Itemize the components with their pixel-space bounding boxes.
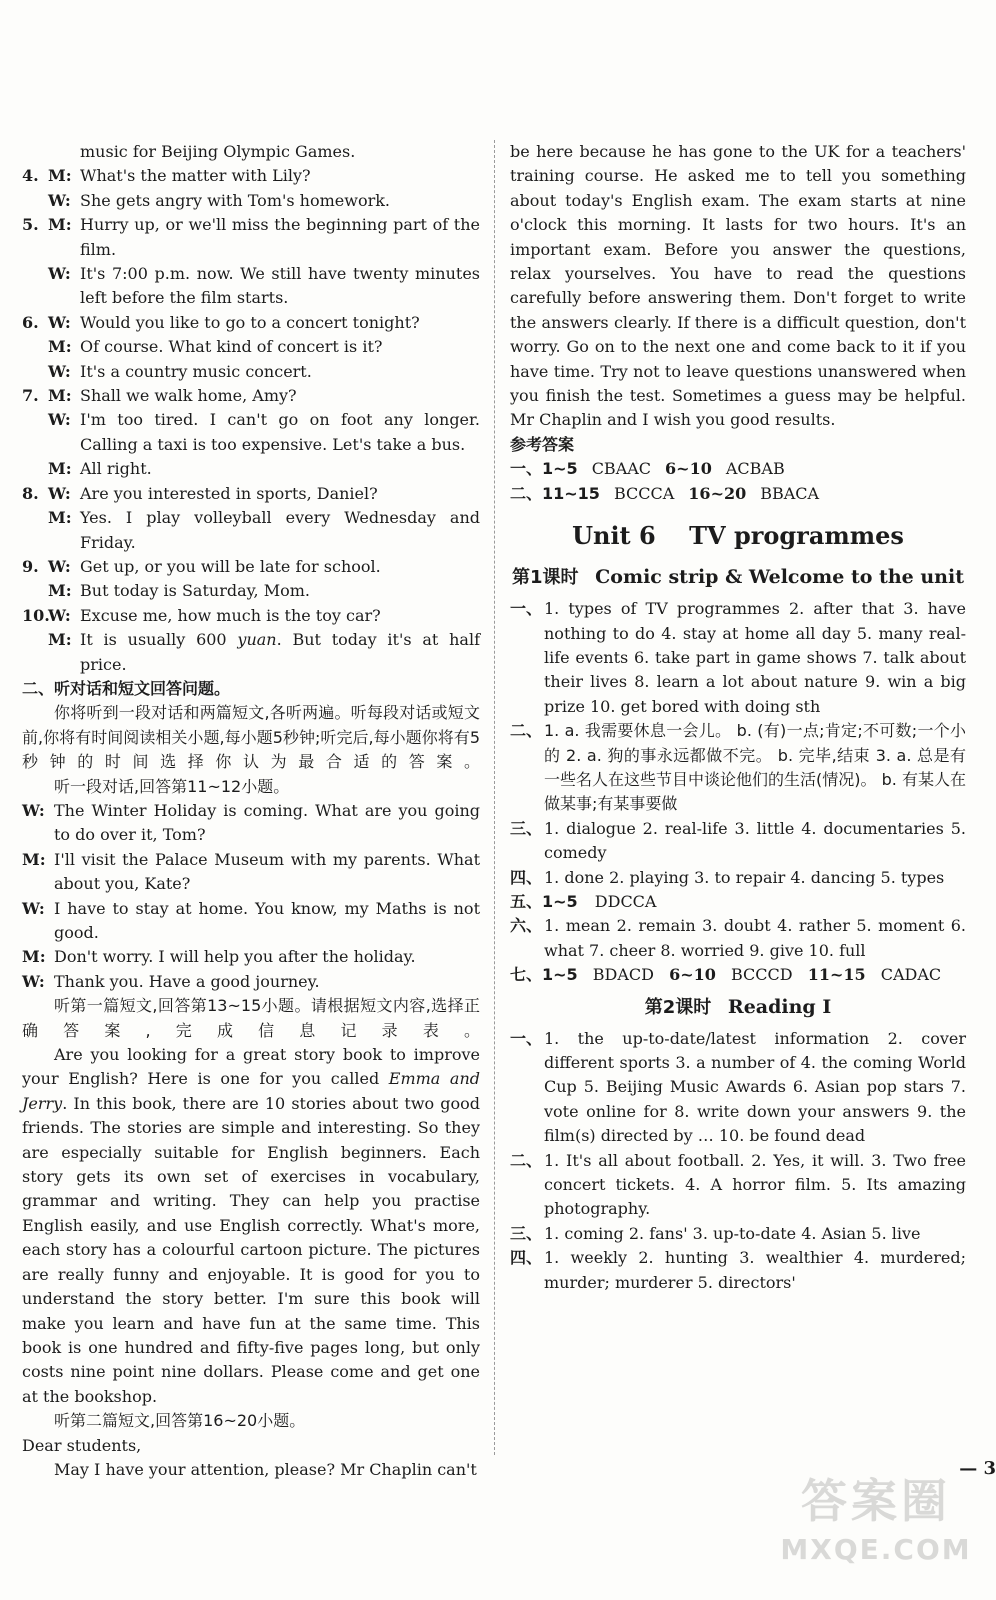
- dialogue-line: [22, 213, 480, 262]
- l2-s1-text: 1. the up-to-date/latest information 2. cover different sports 3. a number of 4. the coming World Cup 5. Beijing Music Awards 6. Asian pop stars 7. vote online for 8. write down your answers 9. the film(s) directed by … 10. be found dead: [544, 1028, 966, 1146]
- l2-s1-label: 一、: [510, 1028, 543, 1048]
- l1-s7-val2: BCCCD: [731, 965, 793, 985]
- dialogue-line: [22, 482, 480, 506]
- l1-s6-text: 1. mean 2. remain 3. doubt 4. rather 5. moment 6. what 7. cheer 8. worried 9. give 10. full: [544, 916, 966, 960]
- l1-section7: [510, 963, 966, 987]
- l2-s4-text: 1. weekly 2. hunting 3. wealthier 4. murdered; murder; murderer 5. directors': [544, 1248, 966, 1292]
- speaker-label: M:: [48, 166, 72, 186]
- dialogue-line: [22, 384, 480, 408]
- question-number: 8.: [22, 483, 39, 503]
- l1-s2-label: 二、: [510, 721, 543, 741]
- dialogue-text: I'll visit the Palace Museum with my parents. What about you, Kate?: [54, 849, 480, 894]
- answer-list: [510, 457, 966, 506]
- dialogue-line: [22, 506, 480, 555]
- question-number: 5.: [22, 215, 39, 235]
- lesson2-title: Reading Ⅰ: [727, 995, 832, 1018]
- watermark-logo: [776, 1470, 976, 1590]
- page-number: — 3: [959, 1458, 996, 1479]
- answer-label: 二、11~15: [510, 483, 600, 503]
- dialogue-text: It is usually 600: [80, 630, 238, 650]
- question-number: 6.: [22, 312, 39, 332]
- l2-s2-label: 二、: [510, 1150, 543, 1170]
- dialogue-text: Hurry up, or we'll miss the beginning part of the film.: [80, 215, 480, 259]
- answer-val: BCCCA: [613, 483, 675, 503]
- passage1-part-a: Are you looking for a great story book to improve your English? Here is one for you called: [22, 1045, 480, 1089]
- speaker-label: M:: [48, 630, 72, 650]
- answer-row: [510, 482, 966, 506]
- l2-section4: [510, 1246, 966, 1295]
- speaker-label: W:: [48, 483, 71, 503]
- right-column: [510, 140, 966, 1295]
- dialogue-text: Don't worry. I will help you after the holiday.: [54, 947, 416, 967]
- dialogue2-line: [22, 799, 480, 848]
- lesson1-number: 第1课时: [512, 567, 579, 589]
- speaker-label: W:: [48, 190, 71, 210]
- dialogue-line: [22, 579, 480, 603]
- dialogue-text: . But today it's at half price.: [80, 630, 480, 674]
- dialogue-text: I'm too tired. I can't go on foot any longer. Calling a taxi is too expensive. Let's take a bus.: [80, 410, 480, 454]
- passage2-intro: 听第二篇短文,回答第16~20小题。: [54, 1411, 306, 1431]
- l1-s7-label2: 6~10: [669, 965, 716, 985]
- question-number: 4.: [22, 166, 39, 186]
- dialogue2-line: [22, 970, 480, 994]
- speaker-label: W:: [48, 312, 71, 332]
- speaker-label: M:: [48, 508, 72, 528]
- section2-instructions: 你将听到一段对话和两篇短文,各听两遍。听每段对话或短文前,你将有时间阅读相关小题,每小题5秒钟;听完后,每小题你将有5秒钟的时间选择你认为最合适的答案。: [22, 703, 480, 772]
- dialogue-text: Of course. What kind of concert is it?: [80, 337, 383, 357]
- dialogue-line: [22, 311, 480, 335]
- speaker-label: M:: [48, 337, 72, 357]
- dialogue-line: [22, 457, 480, 481]
- l1-s1-label: 一、: [510, 599, 543, 619]
- l2-s2-text: 1. It's all about football. 2. Yes, it will. 3. Two free concert tickets. 4. A horror film. 5. Its amazing photography.: [544, 1150, 966, 1219]
- l1-s3-label: 三、: [510, 818, 543, 838]
- intro-line: music for Beijing Olympic Games.: [80, 142, 356, 161]
- speaker-label: W:: [22, 898, 45, 918]
- l1-section5: [510, 890, 966, 914]
- dialogue2-line: [22, 897, 480, 946]
- question-number: 9.: [22, 556, 39, 576]
- dialogue-text: All right.: [80, 459, 152, 479]
- passage1-intro: 听第一篇短文,回答第13~15小题。请根据短文内容,选择正确答案,完成信息记录表。: [22, 996, 480, 1040]
- l1-section4: [510, 866, 966, 890]
- dialogue-text: Are you interested in sports, Daniel?: [80, 483, 378, 503]
- dialogue-text: Shall we walk home, Amy?: [80, 386, 297, 406]
- dialogue-text: Thank you. Have a good journey.: [54, 971, 320, 991]
- speaker-label: W:: [48, 556, 71, 576]
- dialogue-line: [22, 262, 480, 311]
- dialogue2-list: [22, 799, 480, 994]
- l1-s2-text: 1. a. 我需要休息一会儿。 b. (有)一点;肯定;不可数;一个小的 2. a. 狗的事永远都做不完。 b. 完毕,结束 3. a. 总是有一些名人在这些节目中谈论他们的生活(情况)。 b. 有某人在做某事;有某事要做: [544, 721, 966, 814]
- l2-s3-text: 1. coming 2. fans' 3. up-to-date 4. Asian 5. live: [544, 1223, 921, 1243]
- dialogue-text: What's the matter with Lily?: [80, 166, 311, 186]
- dialogue-line: [22, 604, 480, 628]
- dialogue-line: [22, 189, 480, 213]
- dialogue2-line: [22, 848, 480, 897]
- l1-s5-text: DDCCA: [594, 891, 657, 911]
- dialogue-intro: 听一段对话,回答第11~12小题。: [54, 776, 290, 796]
- l1-s7-val3: CADAC: [880, 965, 942, 985]
- lesson1-heading: [510, 562, 966, 593]
- speaker-label: M:: [48, 215, 72, 235]
- l1-section2: [510, 719, 966, 817]
- lesson2-number: 第2课时: [644, 996, 712, 1018]
- speaker-label: M:: [22, 849, 46, 869]
- l1-s7-val1: BDACD: [592, 965, 654, 985]
- l1-section3: [510, 817, 966, 866]
- speaker-label: W:: [48, 605, 71, 625]
- dialogue-list: [22, 164, 480, 677]
- dialogue-text: It's a country music concert.: [80, 361, 312, 381]
- speaker-label: W:: [48, 264, 71, 284]
- dialogue-line: [22, 408, 480, 457]
- question-number: 10.: [22, 605, 50, 625]
- l2-s3-label: 三、: [510, 1223, 543, 1243]
- speaker-label: W:: [48, 410, 71, 430]
- l1-s7-label3: 11~15: [807, 965, 866, 985]
- answers-heading: 参考答案: [510, 434, 575, 454]
- dialogue-line: [22, 360, 480, 384]
- l1-section6: [510, 914, 966, 963]
- watermark-line1: 答案圈: [801, 1474, 951, 1528]
- unit-title: Unit 6 TV programmes: [572, 521, 904, 551]
- dialogue-text: Excuse me, how much is the toy car?: [80, 605, 381, 625]
- dialogue-text: Would you like to go to a concert tonight?: [80, 312, 420, 332]
- dialogue-text: But today is Saturday, Mom.: [80, 581, 310, 601]
- l1-s5-label: 五、1~5: [510, 891, 578, 911]
- dialogue-text-italic: yuan: [237, 630, 277, 650]
- dialogue-text: She gets angry with Tom's homework.: [80, 190, 391, 210]
- section2-heading: 二、听对话和短文回答问题。: [22, 678, 231, 698]
- speaker-label: M:: [22, 947, 46, 967]
- dialogue-text: It's 7:00 p.m. now. We still have twenty minutes left before the film starts.: [80, 264, 480, 308]
- answer-row: [510, 457, 966, 481]
- passage1-text: [22, 1043, 480, 1409]
- answer-val: CBAAC: [591, 459, 652, 479]
- watermark-line2: MXQE.COM: [780, 1533, 972, 1566]
- l1-s4-text: 1. done 2. playing 3. to repair 4. dancing 5. types: [544, 867, 945, 887]
- book-title: Emma and Jerry: [22, 1069, 480, 1113]
- dialogue-text: The Winter Holiday is coming. What are you going to do over it, Tom?: [54, 800, 480, 845]
- l2-section2: [510, 1149, 966, 1222]
- passage1-part-b: . In this book, there are 10 stories about two good friends. The stories are simple and interesting. So they are especially suitable for English beginners. Each story gets its own set of exercises in vocabulary, grammar and writing. They can help you practise English easily, and use English correctly. What's more, each story has a colourful cartoon picture. The pictures are really funny and enjoyable. It is good for you to understand the story better. I'm sure this book will make you learn and have fun at the same time. This book is one hundred and fifty-five pages long, but only costs nine point nine dollars. Please come and get one at the bookshop.: [22, 1093, 480, 1406]
- left-column: [22, 140, 480, 1482]
- dialogue-text: I have to stay at home. You know, my Maths is not good.: [54, 898, 480, 942]
- l1-s3-text: 1. dialogue 2. real-life 3. little 4. documentaries 5. comedy: [544, 818, 966, 863]
- question-number: 7.: [22, 386, 39, 406]
- dialogue-line: [22, 555, 480, 579]
- dialogue-line: [22, 335, 480, 359]
- answer-val2: BBACA: [760, 483, 820, 503]
- l1-s1-text: 1. types of TV programmes 2. after that 3. have nothing to do 4. stay at home all day 5. many real-life events 6. take part in game shows 7. talk about their lives 8. learn a lot about nature 9. win a big prize 10. get bored with doing sth: [544, 599, 966, 716]
- lesson1-title: Comic strip & Welcome to the unit: [595, 566, 964, 589]
- salutation: Dear students,: [22, 1435, 142, 1455]
- lesson2-heading: [510, 992, 966, 1023]
- l2-s4-label: 四、: [510, 1248, 543, 1268]
- dialogue-line: [22, 628, 480, 677]
- speaker-label: M:: [48, 581, 72, 601]
- l1-section1: [510, 597, 966, 719]
- column-divider: [494, 140, 495, 1455]
- dialogue-text: Get up, or you will be late for school.: [80, 556, 381, 576]
- dialogue-line: [22, 164, 480, 188]
- dialogue-text: Yes. I play volleyball every Wednesday and Friday.: [80, 508, 480, 552]
- speaker-label: W:: [48, 361, 71, 381]
- speaker-label: W:: [22, 800, 45, 820]
- l1-s4-label: 四、: [510, 867, 543, 887]
- answer-val2: ACBAB: [725, 459, 785, 479]
- answer-label: 一、1~5: [510, 459, 578, 479]
- l1-s6-label: 六、: [510, 916, 543, 936]
- answer-label2: 6~10: [665, 459, 712, 479]
- l2-section3: [510, 1222, 966, 1246]
- speaker-label: M:: [48, 459, 72, 479]
- l1-s7-label: 七、1~5: [510, 965, 578, 985]
- speaker-label: M:: [48, 386, 72, 406]
- passage2-continued: be here because he has gone to the UK for a teachers' training course. He asked me to tell you something about today's English exam. The exam starts at nine o'clock this morning. It lasts for two hours. It's an important exam. Before you answer the questions, relax yourselves. You have to read the questions carefully before answering them. Don't forget to write the answers clearly. If there is a difficult question, don't worry. Go on to the next one and come back to it if you have time. Try not to leave questions unanswered when you finish the test. Sometimes a guess may be helpful. Mr Chaplin and I wish you good results.: [510, 142, 966, 430]
- dialogue2-line: [22, 945, 480, 969]
- l2-section1: [510, 1027, 966, 1149]
- answer-label2: 16~20: [688, 483, 747, 503]
- speaker-label: W:: [22, 971, 45, 991]
- passage2-start: May I have your attention, please? Mr Chaplin can't: [54, 1459, 477, 1479]
